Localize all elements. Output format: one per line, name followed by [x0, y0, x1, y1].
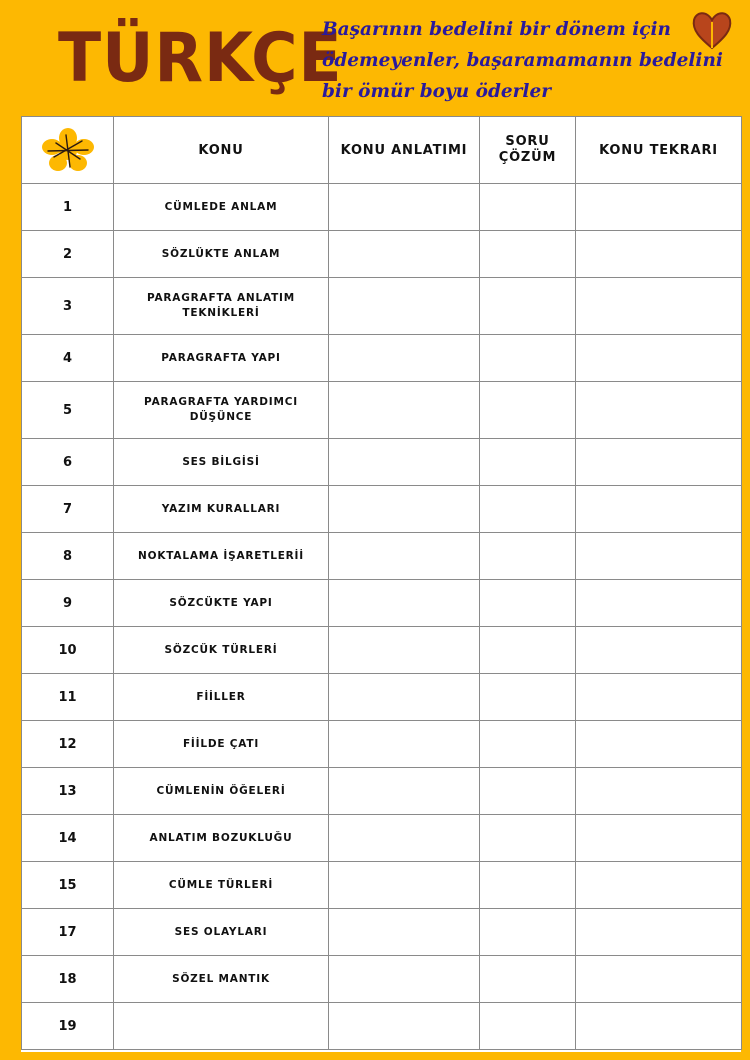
topic-name: ANLATIM BOZUKLUĞU	[114, 815, 329, 862]
soru-cozum-cell[interactable]	[480, 231, 576, 278]
konu-tekrari-cell[interactable]	[576, 486, 742, 533]
konu-tekrari-cell[interactable]	[576, 768, 742, 815]
row-number: 15	[22, 862, 114, 909]
soru-cozum-cell[interactable]	[480, 909, 576, 956]
topic-name: NOKTALAMA İŞARETLERİİ	[114, 533, 329, 580]
konu-anlatimi-cell[interactable]	[329, 439, 480, 486]
row-number: 14	[22, 815, 114, 862]
flower-icon	[40, 127, 96, 173]
soru-cozum-cell[interactable]	[480, 956, 576, 1003]
soru-cozum-cell[interactable]	[480, 1003, 576, 1050]
konu-anlatimi-cell[interactable]	[329, 486, 480, 533]
soru-cozum-cell[interactable]	[480, 184, 576, 231]
table-row	[22, 909, 742, 956]
konu-tekrari-cell[interactable]	[576, 815, 742, 862]
topic-name: PARAGRAFTA YAPI	[114, 335, 329, 382]
header-flower-cell	[22, 117, 114, 184]
topic-name: SÖZEL MANTIK	[114, 956, 329, 1003]
soru-cozum-cell[interactable]	[480, 439, 576, 486]
column-header-konu-tekrari: KONU TEKRARI	[576, 117, 742, 184]
row-number: 1	[22, 184, 114, 231]
topic-name: SÖZCÜKTE YAPI	[114, 580, 329, 627]
konu-anlatimi-cell[interactable]	[329, 580, 480, 627]
table-row	[22, 335, 742, 382]
topic-name: FİİLLER	[114, 674, 329, 721]
table-row	[22, 768, 742, 815]
konu-tekrari-cell[interactable]	[576, 862, 742, 909]
table-row	[22, 184, 742, 231]
soru-cozum-cell[interactable]	[480, 862, 576, 909]
row-number: 19	[22, 1003, 114, 1050]
topic-name: SÖZCÜK TÜRLERİ	[114, 627, 329, 674]
konu-tekrari-cell[interactable]	[576, 1003, 742, 1050]
konu-anlatimi-cell[interactable]	[329, 721, 480, 768]
konu-anlatimi-cell[interactable]	[329, 382, 480, 439]
page-title: TÜRKÇE	[58, 19, 343, 98]
soru-cozum-cell[interactable]	[480, 721, 576, 768]
row-number: 7	[22, 486, 114, 533]
konu-tekrari-cell[interactable]	[576, 382, 742, 439]
topic-name: YAZIM KURALLARI	[114, 486, 329, 533]
row-number: 9	[22, 580, 114, 627]
konu-tekrari-cell[interactable]	[576, 335, 742, 382]
topic-name: SÖZLÜKTE ANLAM	[114, 231, 329, 278]
konu-anlatimi-cell[interactable]	[329, 231, 480, 278]
table-row	[22, 486, 742, 533]
row-number: 11	[22, 674, 114, 721]
konu-anlatimi-cell[interactable]	[329, 768, 480, 815]
table-row	[22, 580, 742, 627]
row-number: 18	[22, 956, 114, 1003]
table-row	[22, 721, 742, 768]
konu-anlatimi-cell[interactable]	[329, 627, 480, 674]
table-row	[22, 815, 742, 862]
row-number: 10	[22, 627, 114, 674]
table-row	[22, 439, 742, 486]
soru-cozum-cell[interactable]	[480, 674, 576, 721]
table-row	[22, 1003, 742, 1050]
table-row	[22, 278, 742, 335]
soru-cozum-cell[interactable]	[480, 815, 576, 862]
row-number: 8	[22, 533, 114, 580]
topic-name: PARAGRAFTA YARDIMCI DÜŞÜNCE	[114, 382, 329, 439]
topic-tracker-table	[21, 116, 741, 1052]
soru-cozum-cell[interactable]	[480, 278, 576, 335]
row-number: 2	[22, 231, 114, 278]
konu-tekrari-cell[interactable]	[576, 909, 742, 956]
soru-cozum-cell[interactable]	[480, 768, 576, 815]
row-number: 3	[22, 278, 114, 335]
table-row	[22, 382, 742, 439]
konu-tekrari-cell[interactable]	[576, 439, 742, 486]
konu-tekrari-cell[interactable]	[576, 580, 742, 627]
konu-anlatimi-cell[interactable]	[329, 956, 480, 1003]
table-row	[22, 627, 742, 674]
konu-anlatimi-cell[interactable]	[329, 862, 480, 909]
konu-anlatimi-cell[interactable]	[329, 278, 480, 335]
konu-tekrari-cell[interactable]	[576, 674, 742, 721]
topic-name: SES OLAYLARI	[114, 909, 329, 956]
topic-name	[114, 1003, 329, 1050]
soru-cozum-cell[interactable]	[480, 382, 576, 439]
soru-cozum-cell[interactable]	[480, 335, 576, 382]
konu-anlatimi-cell[interactable]	[329, 909, 480, 956]
column-header-soru-cozum: SORU ÇÖZÜM	[480, 117, 576, 184]
konu-anlatimi-cell[interactable]	[329, 533, 480, 580]
konu-tekrari-cell[interactable]	[576, 231, 742, 278]
topic-name: PARAGRAFTA ANLATIM TEKNİKLERİ	[114, 278, 329, 335]
konu-anlatimi-cell[interactable]	[329, 815, 480, 862]
topic-name: SES BİLGİSİ	[114, 439, 329, 486]
row-number: 5	[22, 382, 114, 439]
konu-anlatimi-cell[interactable]	[329, 674, 480, 721]
topic-name: FİİLDE ÇATI	[114, 721, 329, 768]
row-number: 6	[22, 439, 114, 486]
soru-cozum-cell[interactable]	[480, 580, 576, 627]
row-number: 4	[22, 335, 114, 382]
table-row	[22, 231, 742, 278]
konu-tekrari-cell[interactable]	[576, 627, 742, 674]
row-number: 13	[22, 768, 114, 815]
table-row	[22, 862, 742, 909]
table-row	[22, 956, 742, 1003]
column-header-konu-anlatimi: KONU ANLATIMI	[329, 117, 480, 184]
soru-cozum-cell[interactable]	[480, 486, 576, 533]
soru-cozum-cell[interactable]	[480, 533, 576, 580]
konu-tekrari-cell[interactable]	[576, 956, 742, 1003]
motivational-quote: Başarının bedelini bir dönem için ödemeyenler, başaramamanın bedelini bir ömür boyu öderler	[322, 19, 723, 102]
heart-icon	[690, 8, 734, 52]
row-number: 12	[22, 721, 114, 768]
konu-anlatimi-cell[interactable]	[329, 184, 480, 231]
topic-name: CÜMLENİN ÖĞELERİ	[114, 768, 329, 815]
konu-tekrari-cell[interactable]	[576, 278, 742, 335]
konu-tekrari-cell[interactable]	[576, 533, 742, 580]
topic-name: CÜMLE TÜRLERİ	[114, 862, 329, 909]
konu-anlatimi-cell[interactable]	[329, 1003, 480, 1050]
konu-tekrari-cell[interactable]	[576, 184, 742, 231]
topic-name: CÜMLEDE ANLAM	[114, 184, 329, 231]
table-row	[22, 533, 742, 580]
konu-anlatimi-cell[interactable]	[329, 335, 480, 382]
konu-tekrari-cell[interactable]	[576, 721, 742, 768]
column-header-konu: KONU	[114, 117, 329, 184]
soru-cozum-cell[interactable]	[480, 627, 576, 674]
row-number: 17	[22, 909, 114, 956]
table-row	[22, 674, 742, 721]
